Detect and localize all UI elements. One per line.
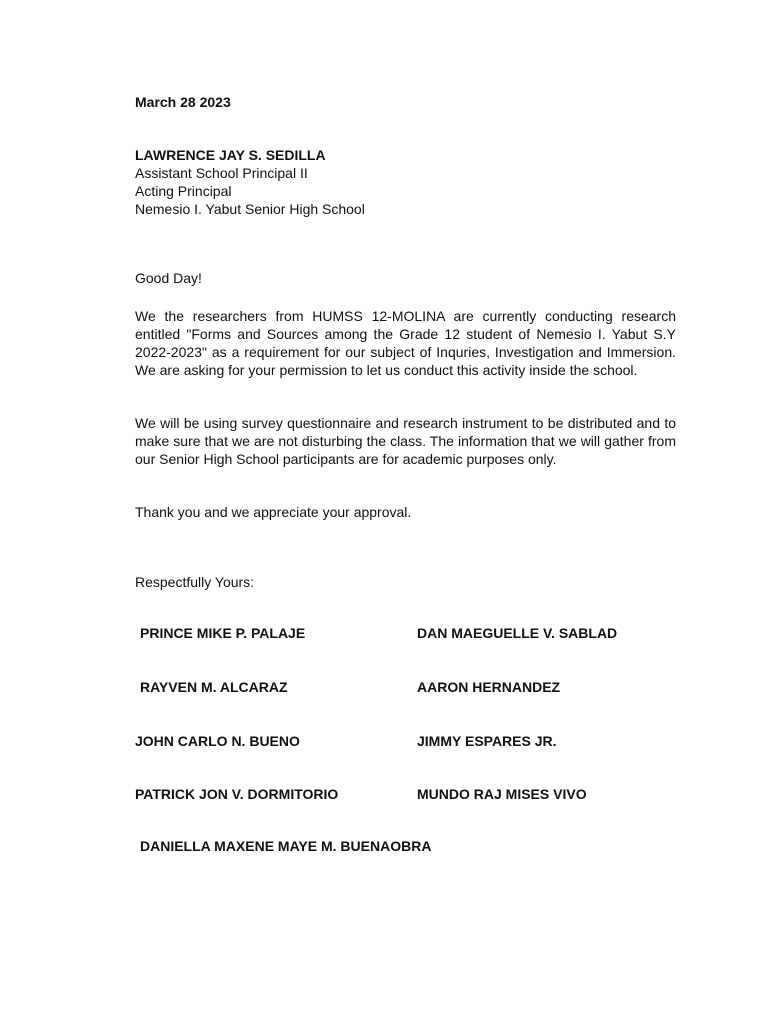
signatory-name: DANIELLA MAXENE MAYE M. BUENAOBRA xyxy=(140,838,432,854)
recipient-title-1: Assistant School Principal II xyxy=(135,165,308,181)
signatory-name: PRINCE MIKE P. PALAJE xyxy=(140,625,306,641)
body-paragraph-2: We will be using survey questionnaire and research instrument to be distributed and to make sure that we are not disturbing the class. The information that we will gather from our Senior High School participants are for academic purposes only. xyxy=(135,415,676,467)
recipient-title-2: Acting Principal xyxy=(135,183,232,199)
recipient-block xyxy=(135,146,365,218)
signatory-name: JOHN CARLO N. BUENO xyxy=(135,733,300,749)
signatory-name: DAN MAEGUELLE V. SABLAD xyxy=(417,625,618,641)
greeting: Good Day! xyxy=(135,270,202,286)
signatory-name: JIMMY ESPARES JR. xyxy=(417,733,557,749)
letter-date: March 28 2023 xyxy=(135,94,231,110)
signatory-name: PATRICK JON V. DORMITORIO xyxy=(135,786,339,802)
recipient-school: Nemesio I. Yabut Senior High School xyxy=(135,201,365,217)
signatory-name: MUNDO RAJ MISES VIVO xyxy=(417,786,587,802)
body-paragraph-1: We the researchers from HUMSS 12-MOLINA are currently conducting research entitled "Forms and Sources among the Grade 12 student of Nemesio I. Yabut S.Y 2022-2023" as a requirement for our subject of Inquries, Investigation and Immersion. We are asking for your permission to let us conduct this activity inside the school. xyxy=(135,308,676,378)
signatory-name: RAYVEN M. ALCARAZ xyxy=(140,679,288,695)
body-paragraph-3: Thank you and we appreciate your approval. xyxy=(135,504,412,520)
closing: Respectfully Yours: xyxy=(135,574,255,590)
signatory-name: AARON HERNANDEZ xyxy=(417,679,561,695)
recipient-name: LAWRENCE JAY S. SEDILLA xyxy=(135,147,326,163)
